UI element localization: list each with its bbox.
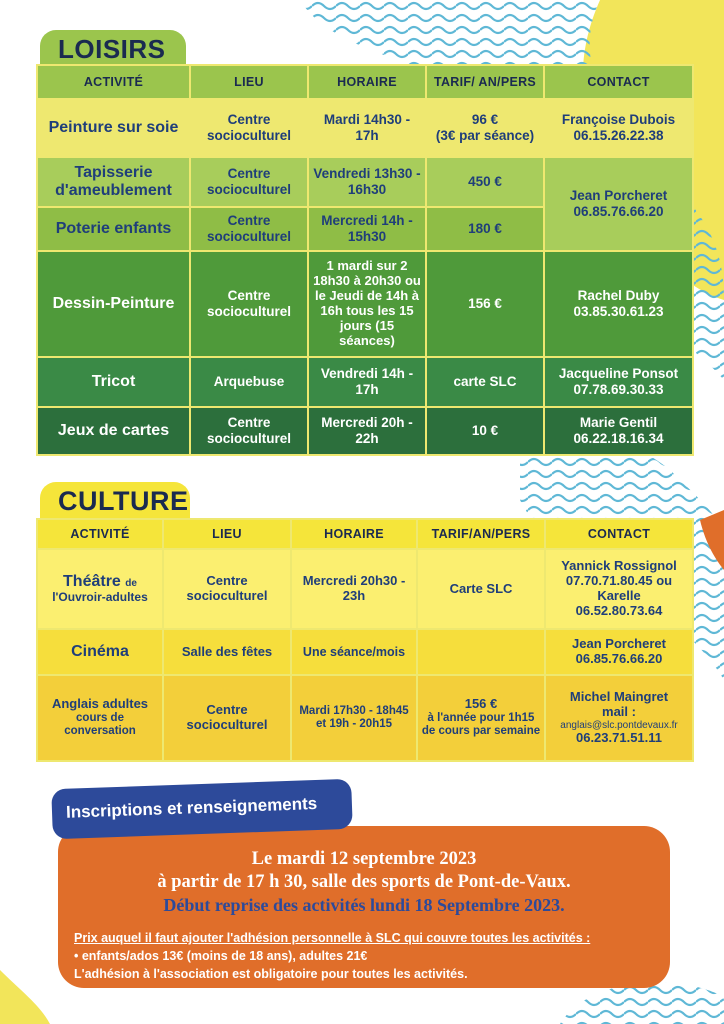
activity-name: Cinéma — [37, 629, 163, 675]
header-activite: ACTIVITÉ — [37, 519, 163, 549]
contact-phone: 06.85.76.66.20 — [575, 651, 663, 666]
activity-tarif: 180 € — [426, 207, 544, 251]
activity-subtitle: cours de conversation — [64, 712, 136, 738]
activity-name — [37, 675, 163, 761]
activity-lieu: Centre socioculturel — [190, 99, 308, 157]
table-row — [37, 629, 693, 675]
activity-lieu: Centre socioculturel — [190, 251, 308, 357]
yellow-blob-bottom-left — [0, 970, 50, 1024]
tarif-value: 156 € — [464, 696, 498, 712]
table-row — [37, 407, 693, 455]
contact-name: Michel Maingret — [569, 688, 669, 704]
tarif-value: 96 € — [471, 112, 499, 128]
contact-phone: 06.22.18.16.34 — [573, 431, 664, 446]
activity-tarif: 156 € — [426, 251, 544, 357]
table-row — [37, 157, 693, 207]
inscription-location: à partir de 17 h 30, salle des sports de Pont-de-Vaux. — [157, 872, 571, 892]
activity-tarif: 10 € — [426, 407, 544, 455]
header-lieu: LIEU — [163, 519, 291, 549]
adhesion-note — [74, 929, 654, 983]
activity-name: Dessin-Peinture — [37, 251, 190, 357]
activity-lieu: Centre socioculturel — [190, 157, 308, 207]
contact-name: Jacqueline Ponsot — [558, 366, 679, 382]
activity-title: Anglais adultes — [51, 696, 149, 712]
activity-contact — [545, 549, 693, 629]
contact-phone-2: 06.52.80.73.64 — [575, 602, 663, 618]
activity-contact — [545, 675, 693, 761]
activity-horaire: Vendredi 13h30 - 16h30 — [308, 157, 426, 207]
adhesion-mandatory: L'adhésion à l'association est obligatoire pour toutes les activités. — [74, 967, 468, 981]
header-horaire: HORAIRE — [308, 65, 426, 99]
activity-contact — [544, 157, 693, 251]
activity-contact — [545, 629, 693, 675]
activity-horaire: Mercredi 14h - 15h30 — [308, 207, 426, 251]
activity-lieu: Centre socioculturel — [163, 675, 291, 761]
adhesion-note-title: Prix auquel il faut ajouter l'adhésion personnelle à SLC qui couvre toutes les activités : — [74, 931, 591, 945]
contact-name: Jean Porcheret — [572, 636, 666, 652]
header-contact: CONTACT — [544, 65, 693, 99]
contact-phone: 06.23.71.51.11 — [575, 730, 663, 746]
contact-phone: 06.15.26.22.38 — [573, 128, 664, 143]
activity-name: Jeux de cartes — [37, 407, 190, 455]
activity-name — [37, 549, 163, 629]
activity-lieu: Centre socioculturel — [190, 407, 308, 455]
activity-lieu: Arquebuse — [190, 357, 308, 407]
activity-tarif: carte SLC — [426, 357, 544, 407]
table-row — [37, 251, 693, 357]
header-tarif: TARIF/AN/PERS — [417, 519, 545, 549]
activity-contact — [544, 407, 693, 455]
activity-tarif — [417, 675, 545, 761]
contact-phone: 07.78.69.30.33 — [573, 382, 664, 397]
activity-name: Peinture sur soie — [37, 99, 190, 157]
loisirs-table — [36, 64, 694, 456]
contact-name: Rachel Duby — [577, 288, 660, 304]
table-row — [37, 549, 693, 629]
header-activite: ACTIVITÉ — [37, 65, 190, 99]
header-contact: CONTACT — [545, 519, 693, 549]
activity-lieu: Centre socioculturel — [190, 207, 308, 251]
activity-horaire: 1 mardi sur 2 18h30 à 20h30 ou le Jeudi de 14h à 16h tous les 15 jours (15 séances) — [308, 251, 426, 357]
contact-phone: 06.85.76.66.20 — [573, 204, 664, 219]
activity-horaire: Mardi 17h30 - 18h45 et 19h - 20h15 — [291, 675, 417, 761]
table-row — [37, 99, 693, 157]
activity-tarif: Carte SLC — [417, 549, 545, 629]
contact-name: Jean Porcheret — [569, 188, 668, 204]
loisirs-title: LOISIRS — [40, 30, 186, 70]
contact-name: Marie Gentil — [579, 415, 658, 431]
header-horaire: HORAIRE — [291, 519, 417, 549]
activity-horaire: Mardi 14h30 - 17h — [308, 99, 426, 157]
contact-mail[interactable]: anglais@slc.pontdevaux.fr — [560, 719, 678, 731]
activity-name: Tapisserie d'ameublement — [37, 157, 190, 207]
tarif-note: à l'année pour 1h15 de cours par semaine — [421, 712, 541, 738]
activity-lieu: Centre socioculturel — [163, 549, 291, 629]
inscriptions-title: Inscriptions et renseignements — [51, 779, 353, 839]
activity-title-small: de — [125, 577, 137, 589]
inscriptions-box — [58, 826, 670, 988]
header-lieu: LIEU — [190, 65, 308, 99]
header-tarif: TARIF/ AN/PERS — [426, 65, 544, 99]
reprise-date: Début reprise des activités lundi 18 Septembre 2023. — [163, 895, 565, 915]
activity-tarif — [417, 629, 545, 675]
contact-name-2: Karelle — [597, 588, 641, 603]
table-row — [37, 357, 693, 407]
wave-blob-bottom-right — [560, 982, 724, 1024]
tarif-note: (3€ par séance) — [435, 128, 535, 143]
culture-table — [36, 518, 694, 762]
contact-phone: 07.70.71.80.45 ou — [565, 573, 673, 589]
contact-mail-label: mail : — [602, 703, 636, 719]
activity-horaire: Mercredi 20h - 22h — [308, 407, 426, 455]
activity-subtitle: l'Ouvroir-adultes — [52, 590, 148, 605]
contact-phone: 03.85.30.61.23 — [573, 304, 664, 319]
table-row — [37, 675, 693, 761]
activity-title: Théâtre — [63, 572, 121, 590]
inscription-date: Le mardi 12 septembre 2023 — [251, 849, 477, 869]
activity-tarif — [426, 99, 544, 157]
activity-contact — [544, 251, 693, 357]
activity-contact — [544, 357, 693, 407]
activity-name: Poterie enfants — [37, 207, 190, 251]
activity-horaire: Une séance/mois — [291, 629, 417, 675]
activity-contact — [544, 99, 693, 157]
contact-name: Françoise Dubois — [561, 112, 676, 128]
adhesion-prices: • enfants/ados 13€ (moins de 18 ans), adultes 21€ — [74, 949, 368, 963]
activity-lieu: Salle des fêtes — [163, 629, 291, 675]
contact-name: Yannick Rossignol — [561, 558, 677, 574]
culture-title: CULTURE — [40, 482, 190, 524]
activity-name: Tricot — [37, 357, 190, 407]
activity-horaire: Vendredi 14h - 17h — [308, 357, 426, 407]
activity-horaire: Mercredi 20h30 - 23h — [291, 549, 417, 629]
activity-tarif: 450 € — [426, 157, 544, 207]
